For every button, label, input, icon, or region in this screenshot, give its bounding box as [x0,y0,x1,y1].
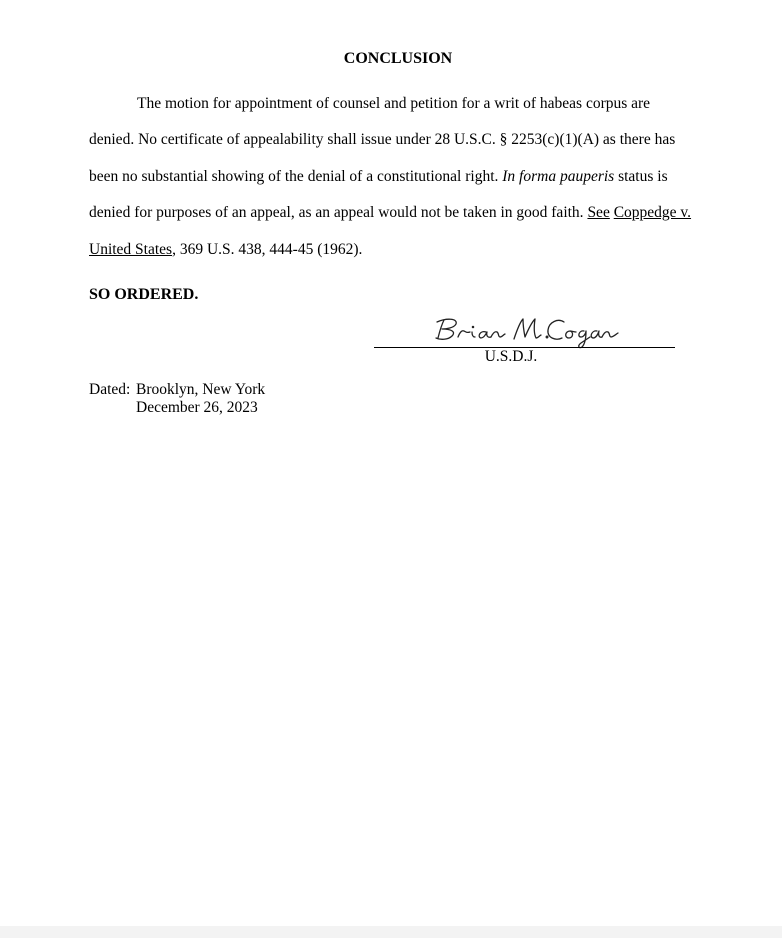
dated-row-1 [89,381,265,399]
signature-block [374,310,675,366]
paragraph-line-4 [89,204,691,222]
paragraph-line-1: The motion for appointment of counsel and petition for a writ of habeas corpus are [137,95,651,112]
dated-place: Brooklyn, New York [136,381,266,398]
line-4-text-a: denied for purposes of an appeal, as an appeal would not be taken in good faith. [89,204,588,221]
so-ordered: SO ORDERED. [89,286,199,303]
see-signal: See [587,204,610,221]
section-heading: CONCLUSION [343,50,453,67]
paragraph-line-5 [89,241,362,259]
citation-reporter: , 369 U.S. 438, 444-45 (1962). [172,241,363,258]
case-citation-part-1: Coppedge v. [613,204,692,221]
line-3-text-a: been no substantial showing of the denial of a constitutional right. [89,168,503,185]
dated-block [89,381,265,417]
handwritten-signature [374,310,675,350]
page-bottom-edge [0,926,782,938]
paragraph-line-3 [89,168,668,186]
paragraph-line-2: denied. No certificate of appealability shall issue under 28 U.S.C. § 2253(c)(1)(A) as there has [89,131,676,148]
dated-date: December 26, 2023 [136,399,258,416]
line-3-text-b: status is [614,168,668,185]
case-citation-part-2: United States [89,241,173,258]
in-forma-pauperis-italic: In forma pauperis [502,168,615,185]
judge-title: U.S.D.J. [484,348,538,365]
dated-label: Dated: [89,381,131,398]
